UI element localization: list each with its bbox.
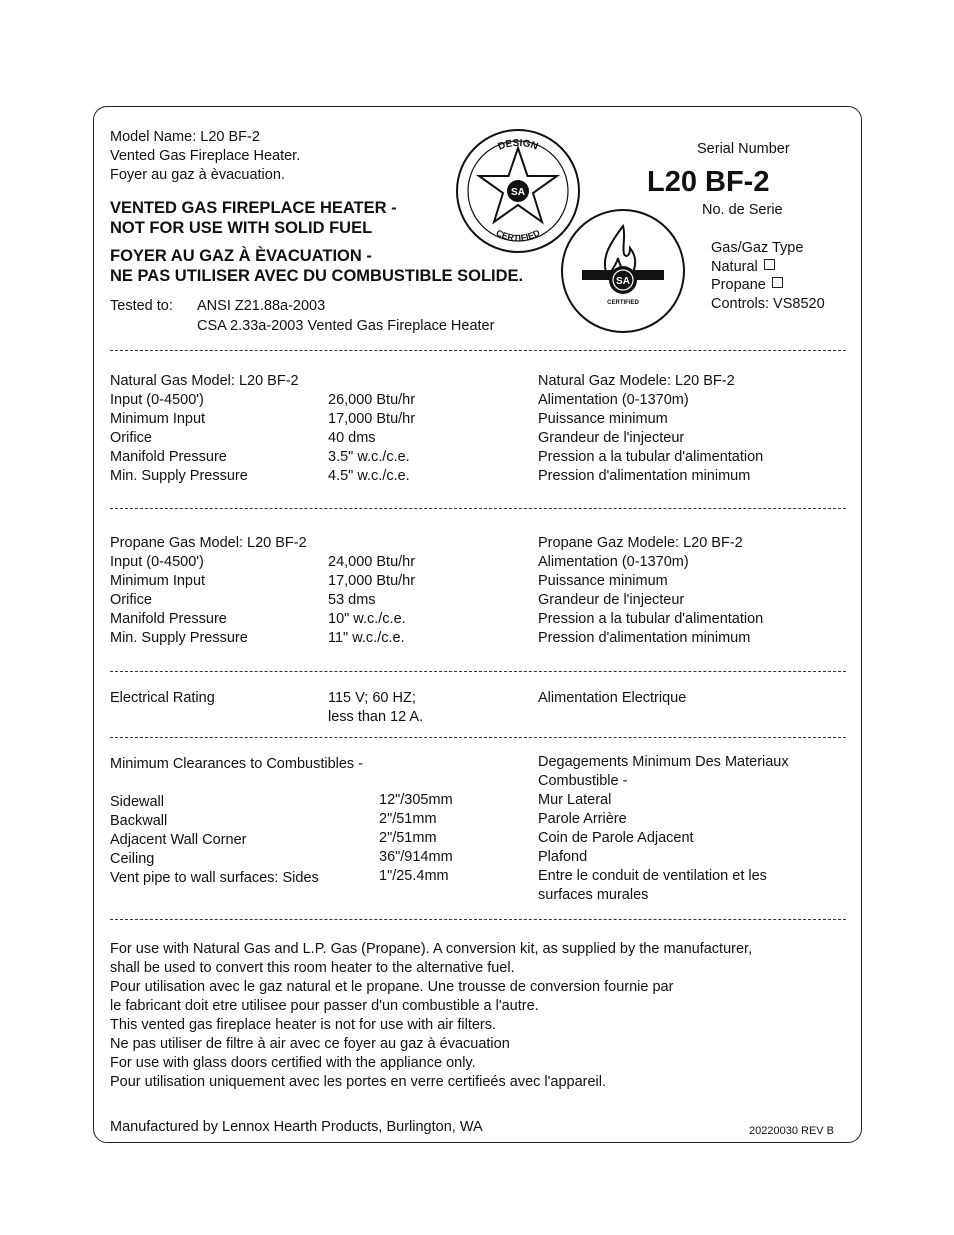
propane-fr-title: Propane Gaz Modele: L20 BF-2 [538, 535, 743, 551]
backwall-label: Backwall [110, 813, 168, 829]
natural-orifice-value: 40 dms [328, 430, 376, 446]
natural-fr-orifice: Grandeur de l'injecteur [538, 430, 685, 446]
divider [110, 671, 846, 672]
warning-en-2: NOT FOR USE WITH SOLID FUEL [110, 219, 373, 237]
flame-certified-seal [560, 208, 686, 334]
part-number: 20220030 REV B [749, 1125, 835, 1137]
propane-manifold-label: Manifold Pressure [110, 611, 227, 627]
gas-type-label: Gas/Gaz Type [711, 240, 804, 256]
design-seal-top-text: DESIGN [496, 137, 540, 153]
design-seal-center-text: SA [511, 187, 525, 198]
propane-gas-values [328, 534, 415, 648]
tested-standard-2: CSA 2.33a-2003 Vented Gas Fireplace Heater [197, 318, 495, 334]
electrical-label: Electrical Rating [110, 690, 215, 706]
natural-fr-title: Natural Gaz Modele: L20 BF-2 [538, 373, 735, 389]
natural-gas-title: Natural Gas Model: L20 BF-2 [110, 373, 299, 389]
description-fr: Foyer au gaz à èvacuation. [110, 167, 285, 183]
ceiling-label: Ceiling [110, 851, 155, 867]
ceiling-fr: Plafond [538, 849, 588, 865]
clearances-title-fr-1: Degagements Minimum Des Materiaux [538, 754, 789, 770]
electrical-value-1: 115 V; 60 HZ; [328, 690, 416, 706]
propane-fr-input: Alimentation (0-1370m) [538, 554, 689, 570]
model-name: Model Name: L20 BF-2 [110, 129, 260, 145]
divider [110, 919, 846, 920]
electrical-value-2: less than 12 A. [328, 709, 424, 725]
natural-input-label: Input (0-4500') [110, 392, 204, 408]
propane-fr-min-input: Puissance minimum [538, 573, 668, 589]
vent-pipe-fr-1: Entre le conduit de ventilation et les [538, 868, 767, 884]
propane-orifice-label: Orifice [110, 592, 152, 608]
propane-input-label: Input (0-4500') [110, 554, 204, 570]
natural-input-value: 26,000 Btu/hr [328, 392, 416, 408]
note-line: le fabricant doit etre utilisee pour passer d'un combustible a l'autre. [110, 998, 539, 1014]
warning-fr-1: FOYER AU GAZ À ÈVACUATION - [110, 247, 372, 265]
note-line: For use with glass doors certified with the appliance only. [110, 1055, 476, 1071]
sidewall-label: Sidewall [110, 794, 164, 810]
notes [110, 940, 752, 1092]
natural-label: Natural [711, 259, 758, 275]
natural-fr-supply: Pression d'alimentation minimum [538, 468, 751, 484]
tested-standard-1: ANSI Z21.88a-2003 [197, 298, 326, 314]
gas-type-propane [711, 276, 783, 295]
vent-pipe-label: Vent pipe to wall surfaces: Sides [110, 870, 319, 886]
backwall-fr: Parole Arrière [538, 811, 627, 827]
propane-orifice-value: 53 dms [328, 592, 376, 608]
sidewall-fr: Mur Lateral [538, 792, 612, 808]
propane-checkbox [772, 277, 783, 288]
warning-fr-2: NE PAS UTILISER AVEC DU COMBUSTIBLE SOLIDE. [110, 267, 524, 285]
natural-gas-labels [110, 372, 299, 486]
propane-gas-labels [110, 534, 307, 648]
natural-supply-label: Min. Supply Pressure [110, 468, 248, 484]
clearance-values [379, 791, 453, 886]
propane-manifold-value: 10" w.c./c.e. [328, 611, 406, 627]
propane-fr-orifice: Grandeur de l'injecteur [538, 592, 685, 608]
manufacturer: Manufactured by Lennox Hearth Products, Burlington, WA [110, 1119, 483, 1135]
description-en: Vented Gas Fireplace Heater. [110, 148, 301, 164]
natural-checkbox [764, 259, 775, 270]
vent-pipe-fr-2: surfaces murales [538, 887, 649, 903]
controls: Controls: VS8520 [711, 296, 825, 312]
vent-pipe-value: 1"/25.4mm [379, 868, 449, 884]
note-line: For use with Natural Gas and L.P. Gas (Propane). A conversion kit, as supplied by the manufacturer, [110, 941, 753, 957]
divider [110, 350, 846, 351]
note-line: Pour utilisation avec le gaz natural et le propane. Une trousse de conversion fournie par [110, 979, 674, 995]
design-seal-bottom-text: CERTIFIED [494, 227, 542, 244]
divider [110, 508, 846, 509]
serial-number-label-fr: No. de Serie [702, 202, 783, 218]
natural-min-input-label: Minimum Input [110, 411, 206, 427]
warning-en-1: VENTED GAS FIREPLACE HEATER - [110, 199, 397, 217]
note-line: Pour utilisation uniquement avec les portes en verre certifieés avec l'appareil. [110, 1074, 607, 1090]
electrical-label-fr: Alimentation Electrique [538, 690, 687, 706]
backwall-value: 2"/51mm [379, 811, 437, 827]
svg-text:CERTIFIED [494, 227, 542, 243]
propane-min-input-value: 17,000 Btu/hr [328, 573, 416, 589]
propane-supply-value: 11" w.c./c.e. [328, 630, 405, 646]
divider [110, 737, 846, 738]
tested-label: Tested to: [110, 298, 173, 314]
propane-fr-manifold: Pression a la tubular d'alimentation [538, 611, 764, 627]
serial-model: L20 BF-2 [647, 166, 770, 198]
propane-gas-french [538, 534, 763, 648]
natural-fr-input: Alimentation (0-1370m) [538, 392, 689, 408]
natural-fr-manifold: Pression a la tubular d'alimentation [538, 449, 764, 465]
wall-corner-value: 2"/51mm [379, 830, 437, 846]
clearance-labels [110, 793, 319, 888]
flame-seal-bottom-text: CERTIFIED [607, 300, 639, 306]
ceiling-value: 36"/914mm [379, 849, 453, 865]
propane-label: Propane [711, 277, 766, 293]
natural-fr-min-input: Puissance minimum [538, 411, 668, 427]
propane-min-input-label: Minimum Input [110, 573, 206, 589]
clearances-title: Minimum Clearances to Combustibles - [110, 756, 364, 772]
flame-seal-center-text: SA [616, 276, 630, 287]
natural-manifold-label: Manifold Pressure [110, 449, 227, 465]
natural-supply-value: 4.5" w.c./c.e. [328, 468, 410, 484]
wall-corner-label: Adjacent Wall Corner [110, 832, 247, 848]
clearances-title-fr-2: Combustible - [538, 773, 628, 789]
note-line: This vented gas fireplace heater is not for use with air filters. [110, 1017, 497, 1033]
propane-gas-title: Propane Gas Model: L20 BF-2 [110, 535, 307, 551]
propane-input-value: 24,000 Btu/hr [328, 554, 416, 570]
wall-corner-fr: Coin de Parole Adjacent [538, 830, 694, 846]
propane-value-blank [328, 534, 415, 553]
propane-fr-supply: Pression d'alimentation minimum [538, 630, 751, 646]
serial-number-label: Serial Number [697, 141, 790, 157]
note-line: Ne pas utiliser de filtre à air avec ce foyer au gaz à évacuation [110, 1036, 510, 1052]
natural-gas-values [328, 372, 415, 486]
sidewall-value: 12"/305mm [379, 792, 453, 808]
note-line: shall be used to convert this room heater to the alternative fuel. [110, 960, 515, 976]
natural-value-blank [328, 372, 415, 391]
natural-manifold-value: 3.5" w.c./c.e. [328, 449, 410, 465]
gas-type-natural [711, 258, 775, 277]
natural-min-input-value: 17,000 Btu/hr [328, 411, 416, 427]
natural-orifice-label: Orifice [110, 430, 152, 446]
clearance-french [538, 791, 767, 905]
natural-gas-french [538, 372, 763, 486]
propane-supply-label: Min. Supply Pressure [110, 630, 248, 646]
